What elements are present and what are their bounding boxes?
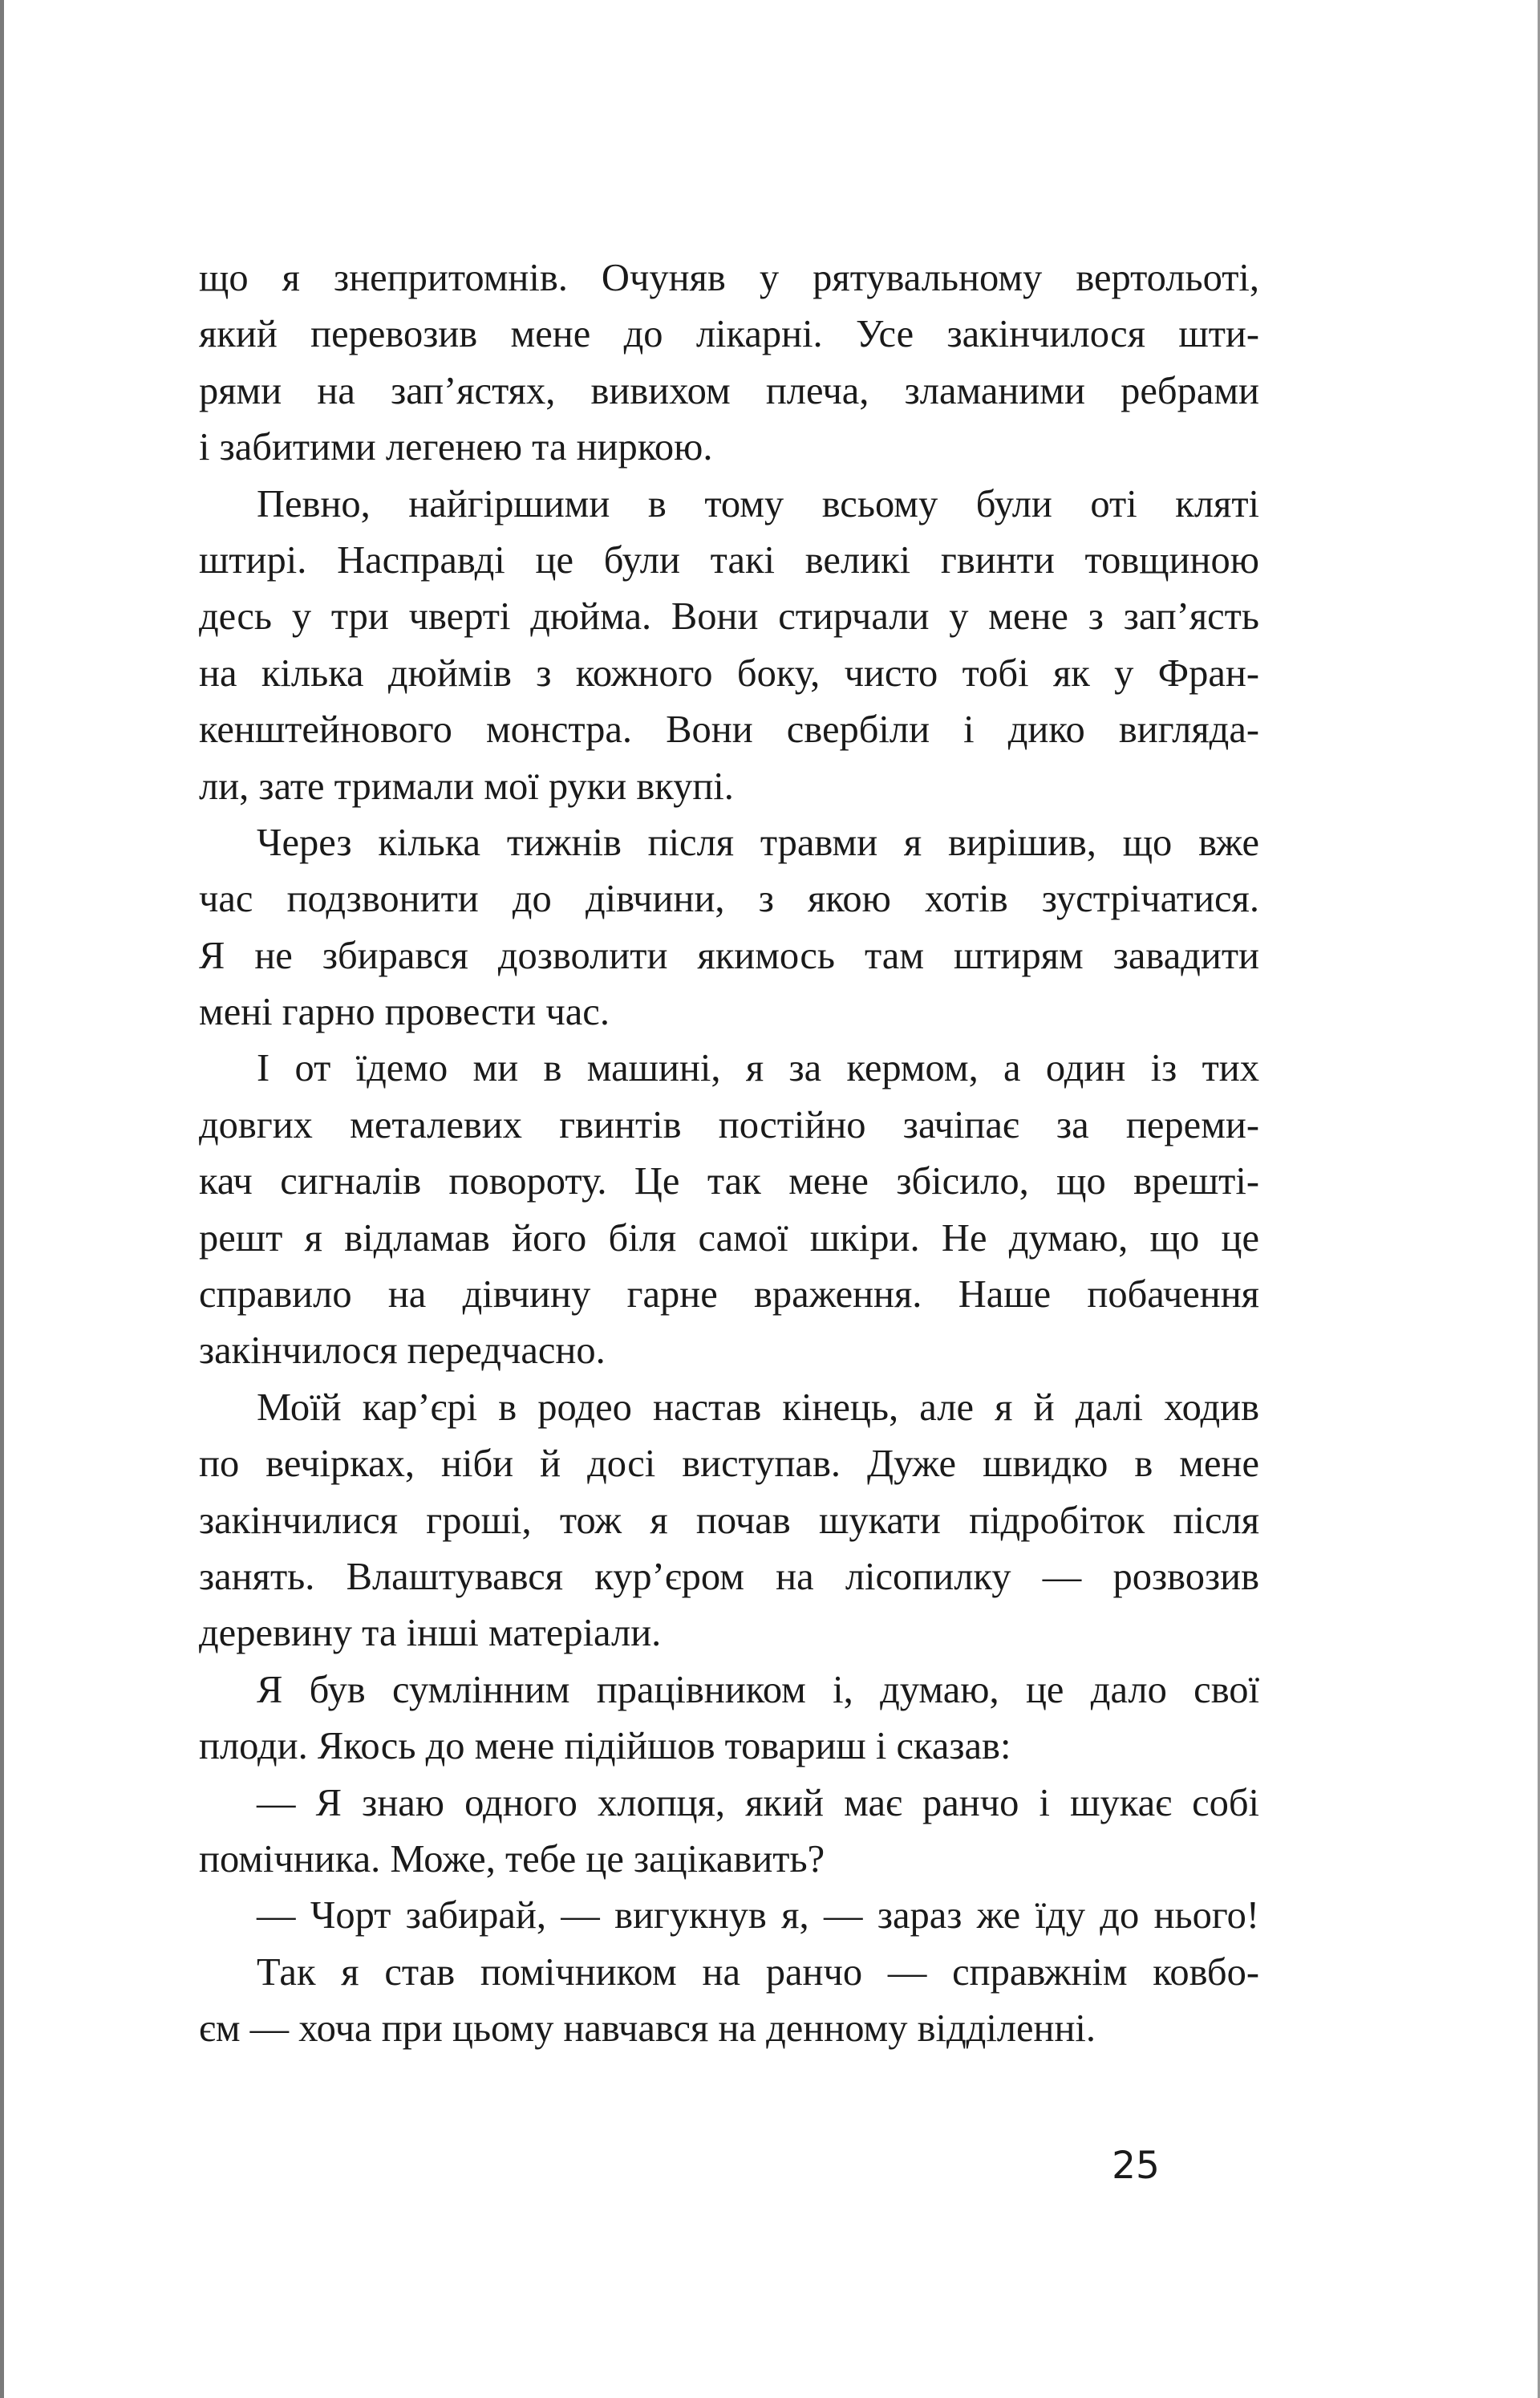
text-line: закінчилися гроші, тож я почав шукати підробіток після [199,1499,1259,1542]
text-line: плоди. Якось до мене підійшов товариш і сказав: [199,1725,1011,1768]
text-line: по вечірках, ніби й досі виступав. Дуже швидко в мене [199,1442,1259,1486]
dialogue-line: — Чорт забирай, — вигукнув я, — зараз же їду до нього! [257,1894,1259,1937]
text-line: рями на зап’ястях, вивихом плеча, зламаними ребрами [199,369,1259,412]
text-line: Певно, найгіршими в тому всьому були оті кляті [257,482,1259,525]
text-line: і забитими легенею та ниркою. [199,426,713,469]
text-line: десь у три чверті дюйма. Вони стирчали у мене з зап’ясть [199,595,1259,639]
dialogue-line: помічника. Може, тебе це зацікавить? [199,1837,825,1881]
dialogue-line: — Я знаю одного хлопця, який має ранчо і шукає собі [257,1781,1259,1824]
text-line: Так я став помічником на ранчо — справжнім ковбо- [257,1950,1259,1994]
text-line: Я був сумлінним працівником і, думаю, це дало свої [257,1668,1259,1711]
text-line: Моїй кар’єрі в родео настав кінець, але я й далі ходив [257,1386,1259,1429]
text-line: деревину та інші матеріали. [199,1612,662,1655]
page-number: 25 [1112,2144,1160,2188]
text-line: кенштейнового монстра. Вони свербіли і дико вигляда- [199,708,1259,752]
text-line: довгих металевих гвинтів постійно зачіпає за переми- [199,1103,1259,1146]
text-line: час подзвонити до дівчини, з якою хотів зустрічатися. [199,878,1259,921]
text-line: І от їдемо ми в машині, я за кермом, а один із тих [257,1047,1259,1090]
page-edge-left [0,0,4,2398]
text-line: Я не збирався дозволити якимось там штирям завадити [199,934,1259,977]
text-line: який перевозив мене до лікарні. Усе закінчилося шти- [199,313,1259,356]
text-line: Через кілька тижнів після травми я вирішив, що вже [257,821,1259,864]
text-line: занять. Влаштувався кур’єром на лісопилку — розвозив [199,1555,1259,1598]
text-line: закінчилося передчасно. [199,1329,606,1373]
text-line: ли, зате тримали мої руки вкупі. [199,765,734,808]
text-line: мені гарно провести час. [199,991,610,1034]
body-text [199,250,1259,2058]
text-line: решт я відламав його біля самої шкіри. Не думаю, що це [199,1216,1259,1260]
text-line: кач сигналів повороту. Це так мене збісило, що врешті- [199,1160,1259,1203]
text-line: штирі. Насправді це були такі великі гвинти товщиною [199,538,1259,582]
text-line: справило на дівчину гарне враження. Наше побачення [199,1273,1259,1317]
text-line: єм — хоча при цьому навчався на денному відділенні. [199,2007,1096,2051]
text-line: що я знепритомнів. Очуняв у рятувальному вертольоті, [199,257,1259,299]
text-line: на кілька дюймів з кожного боку, чисто тобі як у Фран- [199,651,1259,695]
